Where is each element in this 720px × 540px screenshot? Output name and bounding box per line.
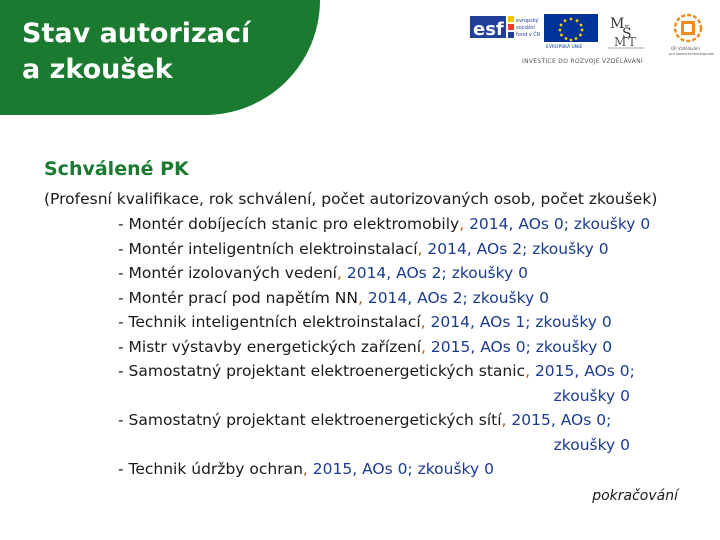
title-line-2: a zkoušek: [22, 54, 173, 85]
list-item: [118, 286, 678, 311]
separator: ,: [525, 362, 531, 380]
list-item: [118, 261, 678, 286]
separator: ,: [417, 239, 423, 258]
separator: ,: [459, 215, 465, 233]
intro-text: (Profesní kvalifikace, rok schválení, počet autorizovaných osob, počet zkoušek): [44, 190, 658, 208]
qualification-meta: 2014, AOs 2; zkoušky 0: [422, 239, 609, 258]
svg-text:M: M: [614, 35, 627, 49]
continuation-note: pokračování: [592, 488, 678, 504]
separator: ,: [336, 264, 342, 282]
qualification-list: [118, 212, 678, 482]
list-item: [118, 212, 678, 237]
qualification-meta: 2015, AOs 0;: [506, 411, 612, 429]
eu-flag-logo: [544, 14, 598, 50]
separator: ,: [501, 411, 507, 429]
page-title: [22, 16, 250, 88]
qualification-meta: 2015, AOs 0;: [530, 362, 635, 380]
eu-logo-text: EVROPSKÁ UNIE: [546, 45, 583, 50]
svg-text:pro konkurenceschopnost: pro konkurenceschopnost: [669, 52, 714, 56]
qualification-meta-cont: zkoušky 0: [553, 435, 630, 454]
title-line-1: Stav autorizací: [22, 18, 251, 49]
svg-text:T: T: [628, 35, 637, 49]
invest-slogan: INVESTICE DO ROZVOJE VZDĚLÁVÁNÍ: [522, 58, 643, 65]
qualification-meta: 2014, AOs 1; zkoušky 0: [425, 313, 612, 331]
list-item: [118, 359, 678, 408]
esf-logo-text: esf: [473, 19, 504, 40]
qualification-meta: 2014, AOs 0; zkoušky 0: [464, 215, 651, 233]
svg-text:evropský: evropský: [516, 18, 539, 24]
list-item: [118, 310, 678, 335]
qualification-name: - Montér inteligentních elektroinstalací: [118, 239, 418, 258]
qualification-meta: 2014, AOs 2; zkoušky 0: [362, 288, 550, 307]
list-item: [118, 457, 678, 482]
section-subtitle: Schválené PK: [44, 158, 189, 180]
logo-strip: [468, 10, 714, 66]
svg-text:fond v ČR: fond v ČR: [516, 32, 541, 38]
qualification-meta: 2015, AOs 0; zkoušky 0: [307, 460, 494, 478]
svg-text:OP Vzdělávání: OP Vzdělávání: [671, 46, 700, 51]
svg-text:sociální: sociální: [516, 25, 535, 31]
msmt-logo: [604, 12, 648, 52]
qualification-name: - Montér dobíjecích stanic pro elektromobily: [118, 215, 460, 233]
qualification-meta: 2015, AOs 0; zkoušky 0: [425, 337, 613, 356]
separator: ,: [302, 460, 308, 478]
qualification-name: - Montér izolovaných vedení: [118, 264, 337, 282]
list-item: [118, 335, 678, 360]
qualification-name: - Technik údržby ochran: [118, 460, 303, 478]
qualification-name: - Samostatný projektant elektroenergetických stanic: [118, 362, 526, 380]
qualification-name: - Mistr výstavby energetických zařízení: [118, 337, 422, 356]
qualification-name: - Technik inteligentních elektroinstalací: [118, 313, 421, 331]
list-item: [118, 237, 678, 262]
op-vk-logo: [668, 12, 714, 58]
qualification-meta: 2014, AOs 2; zkoušky 0: [341, 264, 529, 282]
title-banner: [0, 0, 320, 115]
qualification-meta-cont: zkoušky 0: [553, 386, 630, 405]
qualification-name: - Montér prací pod napětím NN: [118, 288, 358, 307]
svg-text:M: M: [610, 16, 625, 32]
separator: ,: [357, 288, 363, 307]
separator: ,: [421, 337, 426, 356]
separator: ,: [420, 313, 426, 331]
esf-logo: [470, 14, 540, 54]
list-item: [118, 408, 678, 457]
qualification-name: - Samostatný projektant elektroenergetických sítí: [118, 411, 502, 429]
svg-text:Š: Š: [622, 26, 632, 42]
